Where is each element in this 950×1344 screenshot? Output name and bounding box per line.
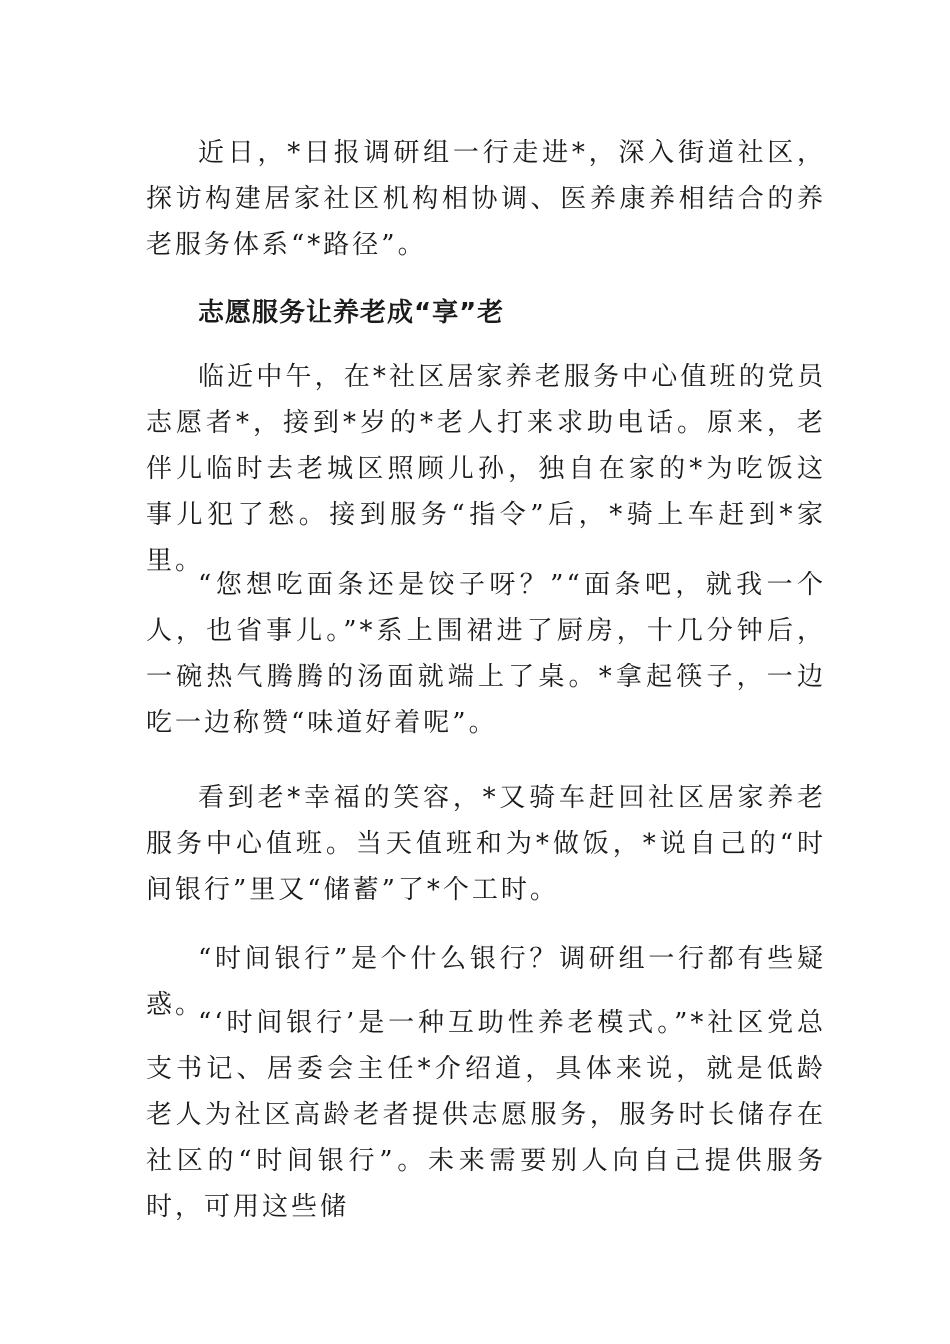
paragraph-volunteer-call: 临近中午，在*社区居家养老服务中心值班的党员志愿者*，接到*岁的*老人打来求助电话。原来，老伴儿临时去老城区照顾儿孙，独自在家的*为吃饭这事儿犯了愁。接到服务“指令”后，*骑上车赶到*家里。 (146, 362, 826, 576)
paragraph-noodle-dialog: “您想吃面条还是饺子呀？”“面条吧，就我一个人，也省事儿。”*系上围裙进了厨房，十几分钟后，一碗热气腾腾的汤面就端上了桌。*拿起筷子，一边吃一边称赞“味道好着呢”。 (146, 570, 826, 738)
paragraph-time-bank-explanation: “‘时间银行’是一种互助性养老模式。”*社区党总支书记、居委会主任*介绍道，具体来说，就是低龄老人为社区高龄老者提供志愿服务，服务时长储存在社区的“时间银行”。未来需要别人向自己提供服务时，可用这些储 (146, 1008, 826, 1222)
paragraph-time-bank-deposit: 看到老*幸福的笑容，*又骑车赶回社区居家养老服务中心值班。当天值班和为*做饭，*说自己的“时间银行”里又“储蓄”了*个工时。 (146, 783, 826, 905)
paragraph-intro: 近日，*日报调研组一行走进*，深入街道社区，探访构建居家社区机构相协调、医养康养相结合的养老服务体系“*路径”。 (146, 138, 826, 260)
section-heading: 志愿服务让养老成“享”老 (198, 298, 505, 328)
paragraph-question: “时间银行”是个什么银行？调研组一行都有些疑惑。 (146, 944, 826, 1020)
